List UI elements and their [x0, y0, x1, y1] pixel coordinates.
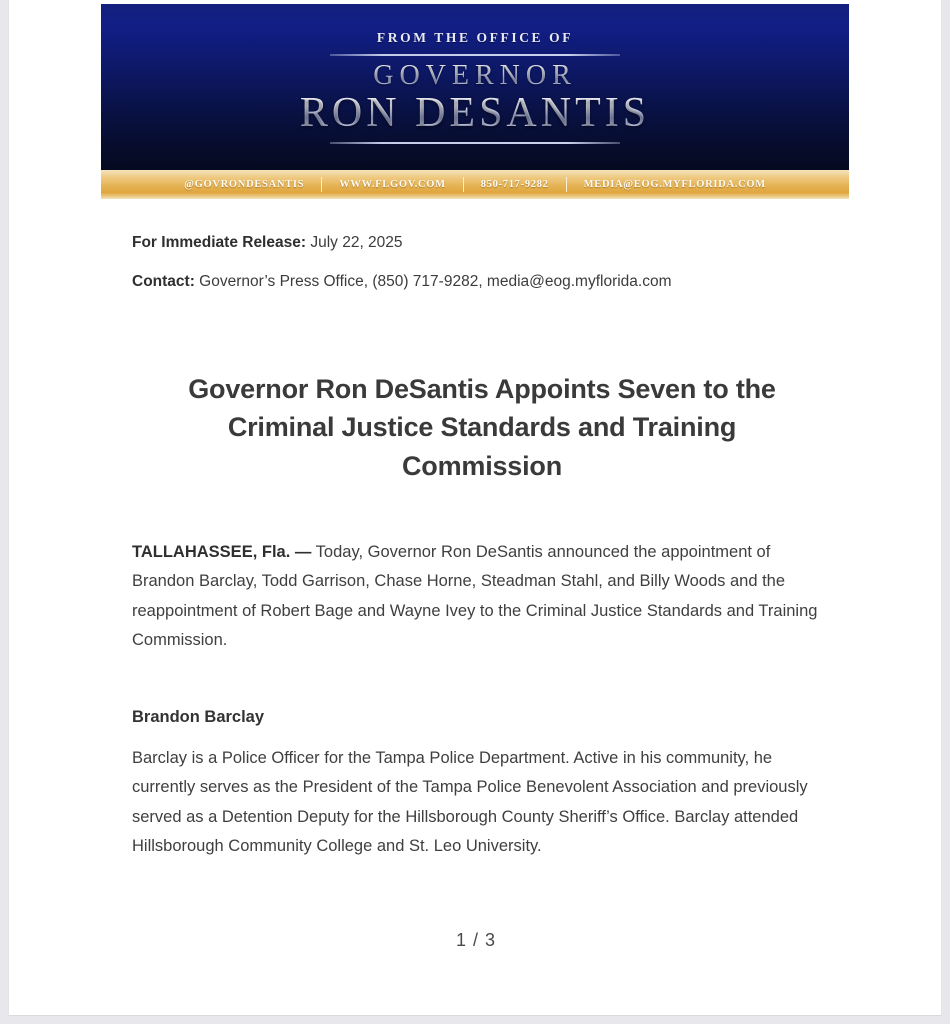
letterhead-title-governor: GOVERNOR — [373, 59, 577, 91]
dateline: TALLAHASSEE, Fla. — — [132, 542, 312, 561]
document-page — [8, 0, 942, 1016]
press-release-body — [132, 232, 832, 862]
contact-bar-website[interactable]: WWW.FLGOV.COM — [339, 179, 446, 190]
contact-label: Contact: — [132, 273, 195, 291]
appointee-bio: Barclay is a Police Officer for the Tampa Police Department. Active in his community, he currently serves as the President of the Tampa Police Benevolent Association and previously served as a Detention Deputy for the Hillsborough County Sheriff’s Office. Barclay attended Hillsborough Community College and St. Leo University. — [132, 749, 808, 856]
letterhead-title-name: RON DESANTIS — [299, 89, 651, 136]
letterhead-divider-bottom — [330, 142, 620, 144]
letterhead-eyebrow: FROM THE OFFICE OF — [376, 30, 574, 45]
lead-paragraph-text: Today, Governor Ron DeSantis announced the appointment of Brandon Barclay, Todd Garrison, Chase Horne, Steadman Stahl, and Billy Woods and the reappointment of Robert Bage and Wayne Ivey to the Criminal Justice Standards and Training Commission. — [132, 542, 818, 649]
letterhead-banner — [101, 4, 849, 199]
contact-bar-separator — [321, 177, 322, 192]
contact-value: Governor’s Press Office, (850) 717-9282, media@eog.myflorida.com — [199, 273, 672, 291]
contact-bar-separator — [566, 177, 567, 192]
page-title: Governor Ron DeSantis Appoints Seven to the Criminal Justice Standards and Training Commission — [188, 373, 776, 481]
contact-bar-email[interactable]: MEDIA@EOG.MYFLORIDA.COM — [583, 179, 766, 190]
letterhead-contact-bar — [101, 170, 849, 199]
contact-bar-phone[interactable]: 850-717-9282 — [480, 179, 549, 190]
contact-bar-separator — [463, 177, 464, 192]
immediate-release-line — [132, 232, 832, 254]
immediate-release-label: For Immediate Release: — [132, 234, 307, 251]
lead-paragraph — [132, 538, 832, 655]
contact-line — [132, 271, 832, 293]
immediate-release-date: July 22, 2025 — [310, 234, 403, 251]
page-indicator: 1 / 3 — [455, 930, 497, 950]
appointee-name-heading: Brandon Barclay — [132, 708, 265, 727]
letterhead-blue-panel — [101, 4, 849, 170]
contact-bar-handle[interactable]: @GOVRONDESANTIS — [184, 179, 305, 190]
letterhead-divider-top — [330, 54, 620, 56]
